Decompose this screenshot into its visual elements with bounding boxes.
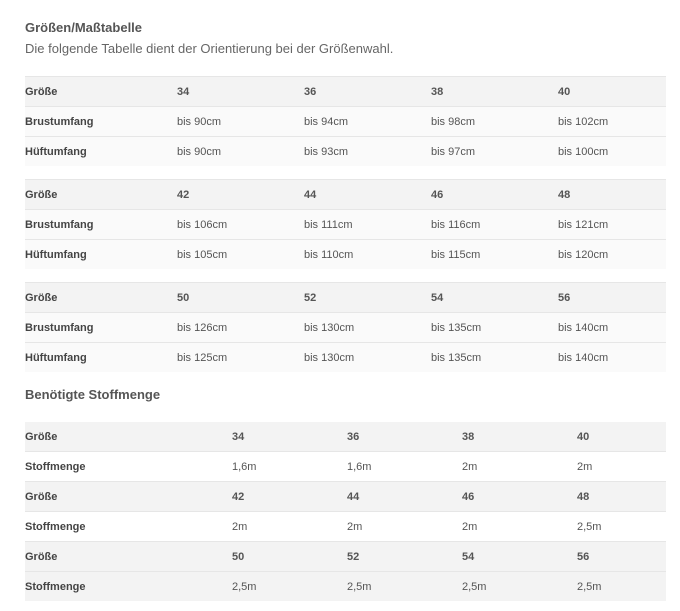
- size-value: 34: [177, 77, 304, 107]
- size-header-row: [25, 180, 666, 210]
- size-table-2: [25, 179, 666, 269]
- size-table-3: [25, 282, 666, 372]
- row-label: Hüftumfang: [25, 240, 177, 270]
- size-label: Größe: [25, 482, 232, 512]
- page-subtitle: Die folgende Tabelle dient der Orientierung bei der Größenwahl.: [25, 41, 394, 56]
- table-row: [25, 512, 666, 542]
- size-table-1: [25, 76, 666, 166]
- row-label: Brustumfang: [25, 313, 177, 343]
- table-row: [25, 572, 666, 602]
- measure-value: bis 97cm: [431, 137, 558, 167]
- table-row: [25, 343, 666, 373]
- fabric-amount: 2,5m: [232, 572, 347, 602]
- size-value: 46: [431, 180, 558, 210]
- fabric-amount: 2,5m: [577, 572, 666, 602]
- table-row: [25, 210, 666, 240]
- measure-value: bis 121cm: [558, 210, 666, 240]
- size-value: 44: [304, 180, 431, 210]
- table-row: [25, 452, 666, 482]
- size-value: 38: [431, 77, 558, 107]
- row-label: Brustumfang: [25, 210, 177, 240]
- fabric-table: [25, 422, 666, 601]
- measure-value: bis 135cm: [431, 313, 558, 343]
- size-header-row: [25, 77, 666, 107]
- fabric-amount: 2,5m: [347, 572, 462, 602]
- size-value: 42: [177, 180, 304, 210]
- measure-value: bis 105cm: [177, 240, 304, 270]
- measure-value: bis 102cm: [558, 107, 666, 137]
- size-value: 48: [558, 180, 666, 210]
- size-value: 50: [177, 283, 304, 313]
- size-value: 56: [577, 542, 666, 572]
- fabric-amount: 2,5m: [577, 512, 666, 542]
- size-value: 34: [232, 422, 347, 452]
- fabric-amount: 2m: [462, 452, 577, 482]
- size-value: 36: [304, 77, 431, 107]
- fabric-amount: 1,6m: [232, 452, 347, 482]
- fabric-section-title: Benötigte Stoffmenge: [25, 387, 161, 402]
- measure-value: bis 125cm: [177, 343, 304, 373]
- measure-value: bis 126cm: [177, 313, 304, 343]
- table-row: [25, 240, 666, 270]
- size-value: 40: [577, 422, 666, 452]
- row-label: Stoffmenge: [25, 452, 232, 482]
- row-label: Brustumfang: [25, 107, 177, 137]
- size-value: 50: [232, 542, 347, 572]
- row-label: Hüftumfang: [25, 137, 177, 167]
- measure-value: bis 94cm: [304, 107, 431, 137]
- measure-value: bis 90cm: [177, 137, 304, 167]
- measure-value: bis 135cm: [431, 343, 558, 373]
- measure-value: bis 140cm: [558, 343, 666, 373]
- size-value: 40: [558, 77, 666, 107]
- page-title: Größen/Maßtabelle: [25, 20, 143, 35]
- table-row: [25, 313, 666, 343]
- measure-value: bis 130cm: [304, 313, 431, 343]
- row-label: Hüftumfang: [25, 343, 177, 373]
- size-header-row: [25, 283, 666, 313]
- measure-value: bis 98cm: [431, 107, 558, 137]
- size-value: 52: [347, 542, 462, 572]
- measure-value: bis 93cm: [304, 137, 431, 167]
- size-value: 42: [232, 482, 347, 512]
- size-value: 46: [462, 482, 577, 512]
- size-header-row: [25, 542, 666, 572]
- measure-value: bis 106cm: [177, 210, 304, 240]
- size-label: Größe: [25, 180, 177, 210]
- size-label: Größe: [25, 542, 232, 572]
- measure-value: bis 100cm: [558, 137, 666, 167]
- fabric-amount: 2,5m: [462, 572, 577, 602]
- fabric-amount: 2m: [577, 452, 666, 482]
- size-header-row: [25, 482, 666, 512]
- measure-value: bis 130cm: [304, 343, 431, 373]
- size-value: 54: [462, 542, 577, 572]
- size-label: Größe: [25, 77, 177, 107]
- size-value: 54: [431, 283, 558, 313]
- size-value: 38: [462, 422, 577, 452]
- fabric-amount: 2m: [232, 512, 347, 542]
- size-value: 36: [347, 422, 462, 452]
- row-label: Stoffmenge: [25, 572, 232, 602]
- table-row: [25, 107, 666, 137]
- measure-value: bis 110cm: [304, 240, 431, 270]
- measure-value: bis 90cm: [177, 107, 304, 137]
- row-label: Stoffmenge: [25, 512, 232, 542]
- fabric-amount: 1,6m: [347, 452, 462, 482]
- size-header-row: [25, 422, 666, 452]
- size-value: 56: [558, 283, 666, 313]
- measure-value: bis 120cm: [558, 240, 666, 270]
- size-value: 52: [304, 283, 431, 313]
- table-row: [25, 137, 666, 167]
- size-label: Größe: [25, 283, 177, 313]
- fabric-amount: 2m: [462, 512, 577, 542]
- size-value: 44: [347, 482, 462, 512]
- size-label: Größe: [25, 422, 232, 452]
- size-value: 48: [577, 482, 666, 512]
- measure-value: bis 111cm: [304, 210, 431, 240]
- fabric-amount: 2m: [347, 512, 462, 542]
- measure-value: bis 115cm: [431, 240, 558, 270]
- measure-value: bis 140cm: [558, 313, 666, 343]
- measure-value: bis 116cm: [431, 210, 558, 240]
